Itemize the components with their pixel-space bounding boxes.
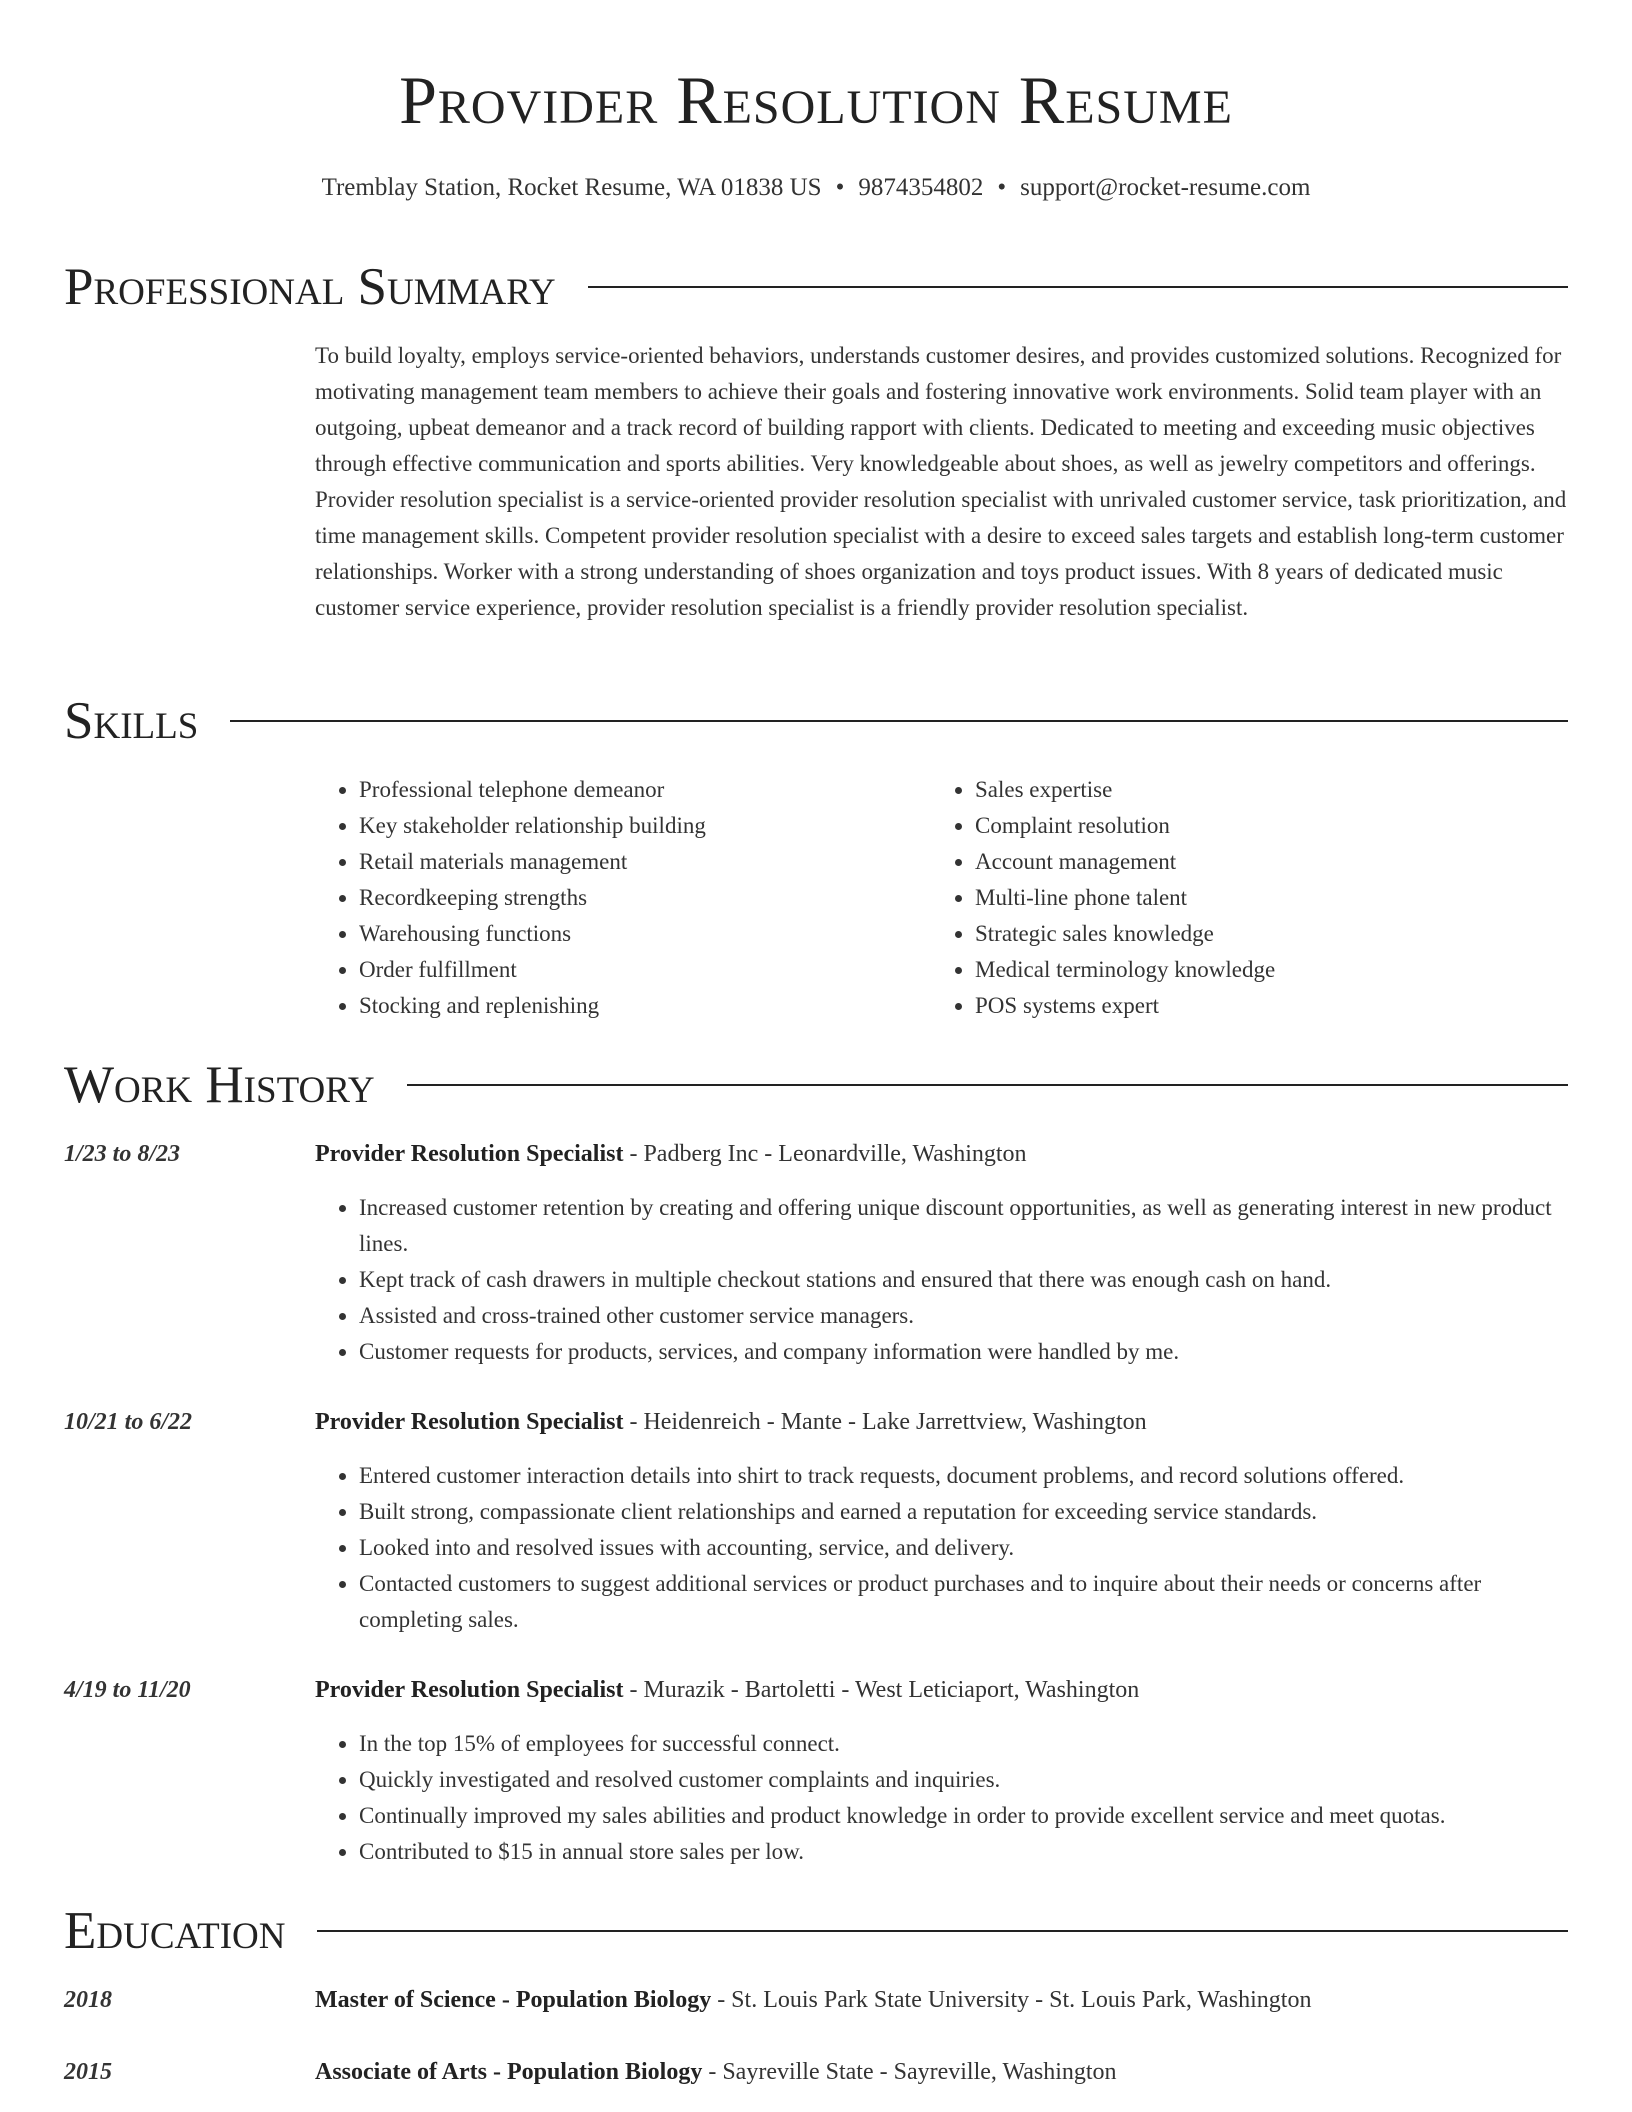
work-bullets [315, 1458, 1575, 1638]
work-bullet: • Kept track of cash drawers in multiple checkout stations and ensured that there was enough cash on hand. [359, 1262, 1575, 1298]
work-title-line [315, 1404, 1147, 1440]
job-title: Provider Resolution Specialist [315, 1141, 624, 1167]
work-date: 4/19 to 11/20 [64, 1677, 191, 1703]
skill-item: • Medical terminology knowledge [975, 952, 1547, 988]
summary-heading: Professional Summary [64, 258, 556, 316]
work-date: 1/23 to 8/23 [64, 1141, 181, 1167]
job-employer: - Padberg Inc - Leonardville, Washington [623, 1141, 1027, 1167]
skill-item: • Warehousing functions [359, 916, 931, 952]
skill-item: • Sales expertise [975, 772, 1547, 808]
skill-item: • Multi-line phone talent [975, 880, 1547, 916]
section-divider [230, 720, 1568, 722]
skill-item: • Key stakeholder relationship building [359, 808, 931, 844]
school-details: - Sayreville State - Sayreville, Washington [702, 2059, 1117, 2085]
skills-column-left [315, 772, 931, 1024]
skill-item: • Account management [975, 844, 1547, 880]
job-employer: - Heidenreich - Mante - Lake Jarrettview, Washington [623, 1409, 1147, 1435]
education-heading: Education [64, 1902, 286, 1960]
work-bullet: • Assisted and cross-trained other customer service managers. [359, 1298, 1575, 1334]
contact-separator: • [997, 174, 1007, 201]
skill-item: • Professional telephone demeanor [359, 772, 931, 808]
section-divider [588, 286, 1568, 288]
contact-email: support@rocket-resume.com [1020, 174, 1311, 201]
skill-item: • Order fulfillment [359, 952, 931, 988]
education-date: 2015 [64, 2059, 112, 2085]
work-bullets [315, 1726, 1575, 1870]
skills-list [315, 772, 1575, 1024]
skills-heading: Skills [64, 692, 199, 750]
work-bullet: • Continually improved my sales abilities and product knowledge in order to provide excellent service and meet quotas. [359, 1798, 1575, 1834]
contact-separator: • [835, 174, 845, 201]
work-bullet: • Customer requests for products, services, and company information were handled by me. [359, 1334, 1575, 1370]
school-details: - St. Louis Park State University - St. Louis Park, Washington [711, 1987, 1312, 2013]
resume-title: Provider Resolution Resume [399, 62, 1233, 138]
summary-section-header [64, 252, 1568, 322]
skill-item: • POS systems expert [975, 988, 1547, 1024]
contact-line [0, 172, 1632, 204]
work-bullets [315, 1190, 1575, 1370]
work-title-line [315, 1136, 1027, 1172]
work-title-line [315, 1672, 1139, 1708]
skill-item: • Complaint resolution [975, 808, 1547, 844]
work-bullet: • Contacted customers to suggest additional services or product purchases and to inquire about their needs or concerns after completing sales. [359, 1566, 1575, 1638]
work-bullet: • In the top 15% of employees for successful connect. [359, 1726, 1575, 1762]
skill-item: • Recordkeeping strengths [359, 880, 931, 916]
job-employer: - Murazik - Bartoletti - West Leticiaport, Washington [623, 1677, 1140, 1703]
job-title: Provider Resolution Specialist [315, 1409, 624, 1435]
work-bullet: • Increased customer retention by creating and offering unique discount opportunities, as well as generating interest in new product lines. [359, 1190, 1575, 1262]
education-section-header [64, 1896, 1568, 1966]
work-date: 10/21 to 6/22 [64, 1409, 193, 1435]
work-bullet: • Contributed to $15 in annual store sales per low. [359, 1834, 1575, 1870]
work-bullet: • Entered customer interaction details into shirt to track requests, document problems, and record solutions offered. [359, 1458, 1575, 1494]
work-heading: Work History [64, 1056, 375, 1114]
education-date: 2018 [64, 1987, 112, 2013]
education-title-line [315, 2054, 1117, 2090]
education-title-line [315, 1982, 1311, 2018]
section-divider [407, 1084, 1568, 1086]
degree-name: Associate of Arts - Population Biology [315, 2059, 703, 2085]
job-title: Provider Resolution Specialist [315, 1677, 624, 1703]
contact-phone: 9874354802 [858, 174, 984, 201]
skill-item: • Strategic sales knowledge [975, 916, 1547, 952]
work-bullet: • Quickly investigated and resolved customer complaints and inquiries. [359, 1762, 1575, 1798]
section-divider [317, 1930, 1568, 1932]
contact-address: Tremblay Station, Rocket Resume, WA 01838 US [321, 174, 822, 201]
work-bullet: • Looked into and resolved issues with accounting, service, and delivery. [359, 1530, 1575, 1566]
skills-column-right [931, 772, 1547, 1024]
skills-section-header [64, 686, 1568, 756]
skill-item: • Retail materials management [359, 844, 931, 880]
work-section-header [64, 1050, 1568, 1120]
work-bullet: • Built strong, compassionate client relationships and earned a reputation for exceeding service standards. [359, 1494, 1575, 1530]
degree-name: Master of Science - Population Biology [315, 1987, 712, 2013]
summary-text: To build loyalty, employs service-oriented behaviors, understands customer desires, and provides customized solutions. Recognized for motivating management team members to achieve their goals and fostering innovative work environments. Solid team player with an outgoing, upbeat demeanor and a track record of building rapport with clients. Dedicated to meeting and exceeding music objectives through effective communication and sports abilities. Very knowledgeable about shoes, as well as jewelry competitors and offerings. Provider resolution specialist is a service-oriented provider resolution specialist with unrivaled customer service, task prioritization, and time management skills. Competent provider resolution specialist with a desire to exceed sales targets and establish long-term customer relationships. Worker with a strong understanding of shoes organization and toys product issues. With 8 years of dedicated music customer service experience, provider resolution specialist is a friendly provider resolution specialist. [315, 343, 1567, 620]
skill-item: • Stocking and replenishing [359, 988, 931, 1024]
